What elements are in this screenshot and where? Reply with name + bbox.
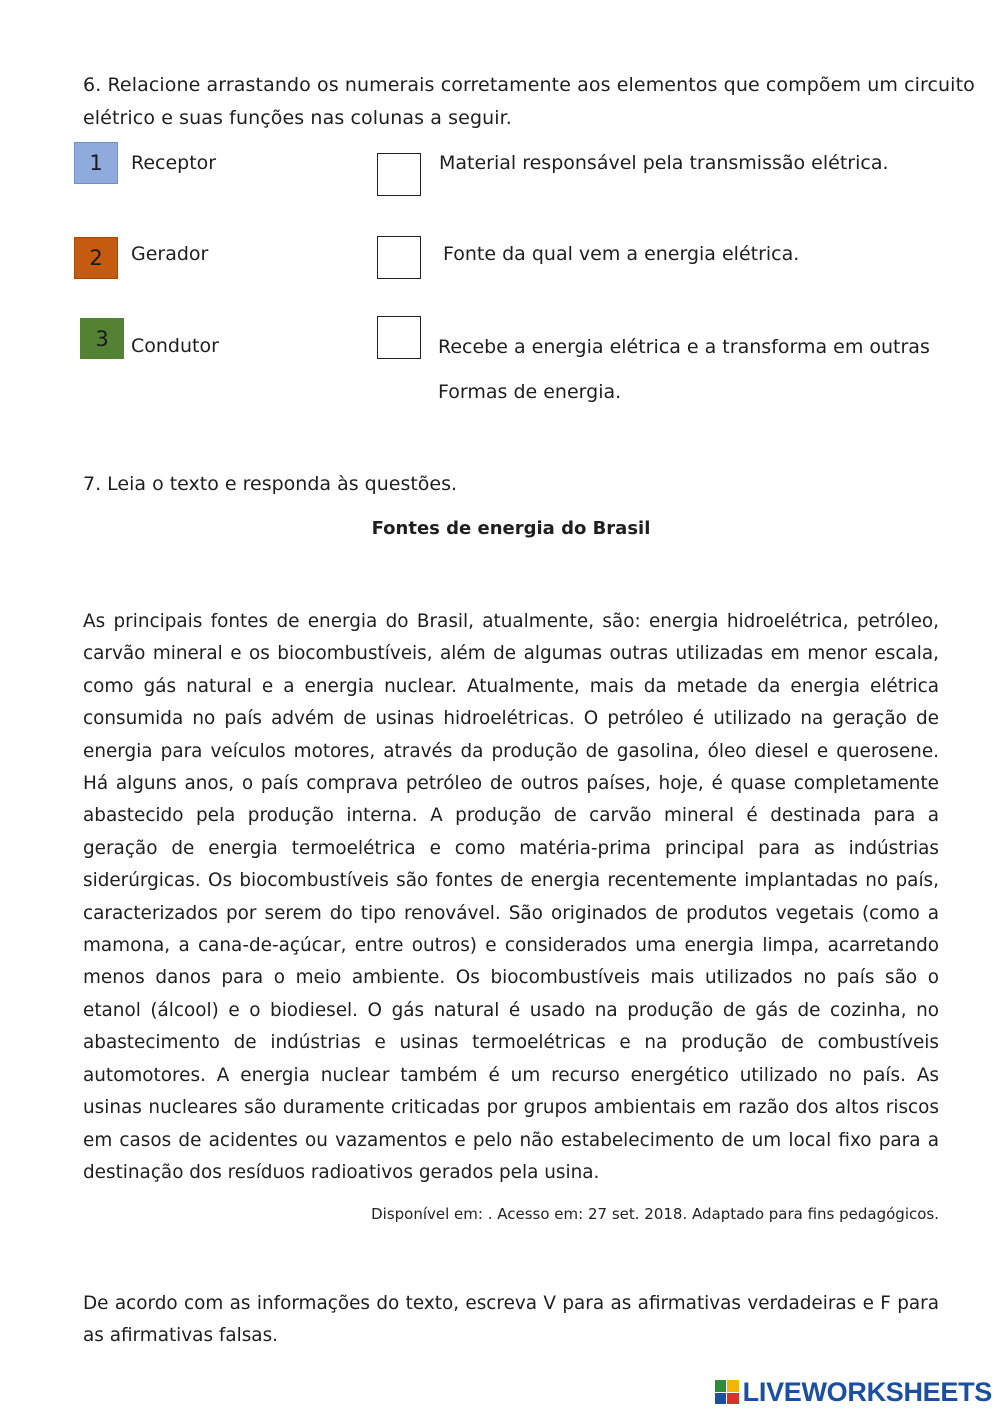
drop-target-2[interactable] <box>377 236 421 279</box>
text-title: Fontes de energia do Brasil <box>371 518 651 539</box>
draggable-numeral-2[interactable]: 2 <box>74 237 118 279</box>
element-label-condutor: Condutor <box>131 335 219 357</box>
brand-text: LIVEWORKSHEETS <box>742 1376 992 1407</box>
question-6-text-line-1: 6. Relacione arrastando os numerais corretamente aos elementos que compõem um circuito <box>83 74 975 96</box>
definition-3-continued: Formas de energia. <box>438 381 622 403</box>
liveworksheets-brand <box>715 1377 992 1407</box>
draggable-numeral-3[interactable]: 3 <box>80 318 124 359</box>
element-label-gerador: Gerador <box>131 243 209 265</box>
drop-target-3[interactable] <box>377 316 421 359</box>
definition-1: Material responsável pela transmissão elétrica. <box>439 152 889 174</box>
element-label-receptor: Receptor <box>131 152 217 174</box>
question-7-heading: 7. Leia o texto e responda às questões. <box>83 473 458 495</box>
liveworksheets-logo-icon <box>715 1380 739 1404</box>
definition-2: Fonte da qual vem a energia elétrica. <box>443 243 800 265</box>
question-6-text-line-2: elétrico e suas funções nas colunas a seguir. <box>83 107 512 129</box>
reading-paragraph: As principais fontes de energia do Brasil, atualmente, são: energia hidroelétrica, petróleo, carvão mineral e os biocombustíveis, além de algumas outras utilizadas em menor escala, como gás natural e a energia nuclear. Atualmente, mais da metade da energia elétrica consumida no país advém de usinas hidroelétricas. O petróleo é utilizado na geração de energia para veículos motores, através da produção de gasolina, óleo diesel e querosene. Há alguns anos, o país comprava petróleo de outros países, hoje, é quase completamente abastecido pela produção interna. A produção de carvão mineral é destinada para a geração de energia termoelétrica e como matéria-prima principal para as indústrias siderúrgicas. Os biocombustíveis são fontes de energia recentemente implantadas no país, caracterizados por serem do tipo renovável. São originados de produtos vegetais (como a mamona, a cana-de-açúcar, entre outros) e considerados uma energia limpa, acarretando menos danos para o meio ambiente. Os biocombustíveis mais utilizados no país são o etanol (álcool) e o biodiesel. O gás natural é usado na produção de gás de cozinha, no abastecimento de indústrias e usinas termoelétricas e na produção de combustíveis automotores. A energia nuclear também é um recurso energético utilizado no país. As usinas nucleares são duramente criticadas por grupos ambientais em razão dos altos riscos em casos de acidentes ou vazamentos e pelo não estabelecimento de um local fixo para a destinação dos resíduos radioativos gerados pela usina. <box>83 611 939 1183</box>
definition-3: Recebe a energia elétrica e a transforma em outras <box>438 336 930 358</box>
source-citation: Disponível em: . Acesso em: 27 set. 2018. Adaptado para fins pedagógicos. <box>371 1205 939 1223</box>
true-false-instruction: De acordo com as informações do texto, escreva V para as afirmativas verdadeiras e F para as afirmativas falsas. <box>83 1293 939 1346</box>
drop-target-1[interactable] <box>377 153 421 196</box>
draggable-numeral-1[interactable]: 1 <box>74 142 118 184</box>
